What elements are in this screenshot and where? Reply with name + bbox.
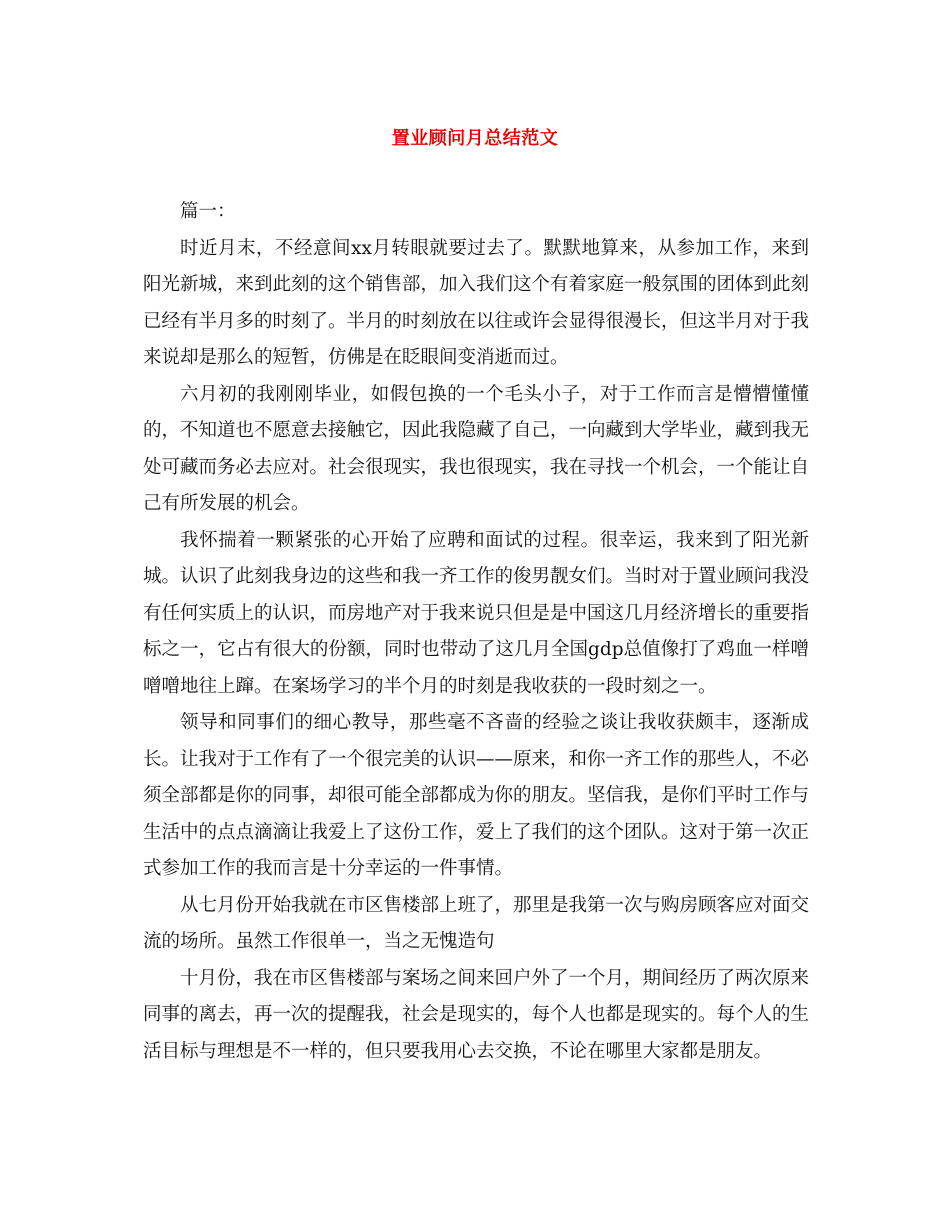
paragraph: 六月初的我刚刚毕业，如假包换的一个毛头小子，对于工作而言是懵懵懂懂的，不知道也不愿意去接触它，因此我隐藏了自己，一向藏到大学毕业，藏到我无处可藏而务必去应对。社会很现实，我也很现实，我在寻找一个机会，一个能让自己有所发展的机会。: [143, 383, 810, 514]
paragraph: 从七月份开始我就在市区售楼部上班了，那里是我第一次与购房顾客应对面交流的场所。虽然工作很单一，当之无愧造句: [143, 894, 810, 952]
paragraph: 十月份，我在市区售楼部与案场之间来回户外了一个月，期间经历了两次原来同事的离去，再一次的提醒我，社会是现实的，每个人也都是现实的。每个人的生活目标与理想是不一样的，但只要我用心去交换，不论在哪里大家都是朋友。: [143, 967, 810, 1062]
document-title: 置业顾问月总结范文: [391, 128, 559, 149]
paragraph: 领导和同事们的细心教导，那些毫不吝啬的经验之谈让我收获颇丰，逐渐成长。让我对于工作有了一个很完美的认识——原来，和你一齐工作的那些人，不必须全部都是你的同事，却很可能全部都成为你的朋友。坚信我，是你们平时工作与生活中的点点滴滴让我爱上了这份工作，爱上了我们的这个团队。这对于第一次正式参加工作的我而言是十分幸运的一件事情。: [143, 712, 810, 879]
paragraph: 我怀揣着一颗紧张的心开始了应聘和面试的过程。很幸运，我来到了阳光新城。认识了此刻我身边的这些和我一齐工作的俊男靓女们。当时对于置业顾问我没有任何实质上的认识，而房地产对于我来说只但是是中国这几月经济增长的重要指标之一，它占有很大的份额，同时也带动了这几月全国gdp总值像打了鸡血一样噌噌噌地往上蹿。在案场学习的半个月的时刻是我收获的一段时刻之一。: [143, 529, 810, 697]
document-body: [143, 194, 809, 1070]
section-heading: 篇一：: [180, 201, 236, 222]
paragraph: 时近月末，不经意间xx月转眼就要过去了。默默地算来，从参加工作，来到阳光新城，来到此刻的这个销售部，加入我们这个有着家庭一般氛围的团体到此刻已经有半月多的时刻了。半月的时刻放在以往或许会显得很漫长，但这半月对于我来说却是那么的短暂，仿佛是在眨眼间变消逝而过。: [143, 237, 810, 368]
